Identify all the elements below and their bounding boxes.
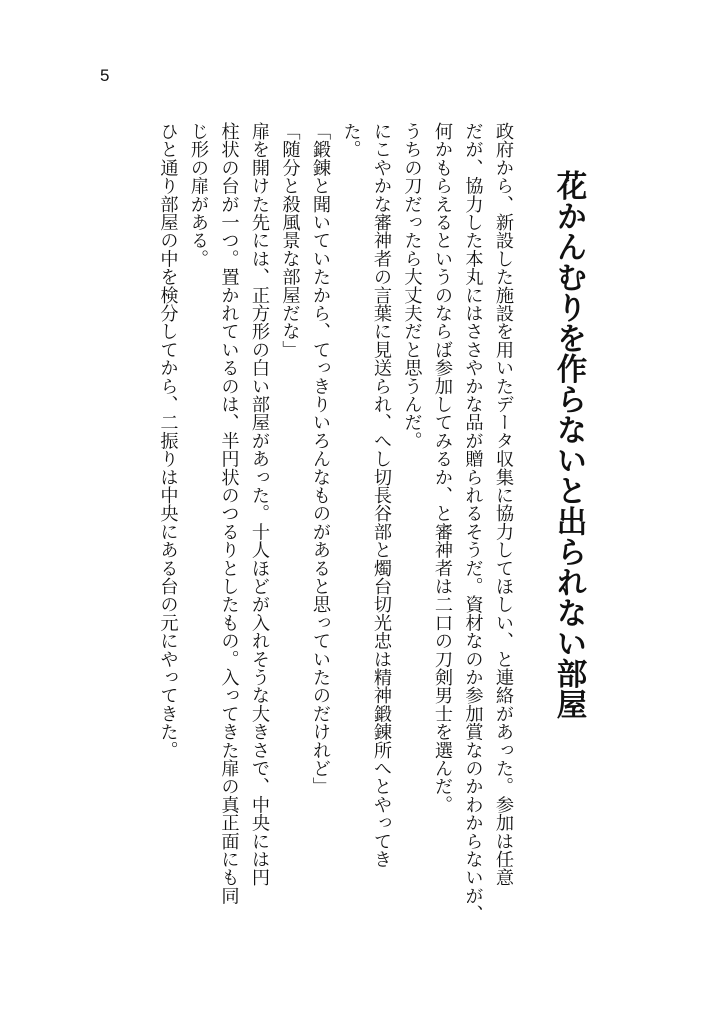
- text-line: 政府から、新設した施設を用いたデータ収集に協力してほしい、と連絡があった。参加は任意: [493, 122, 514, 887]
- text-line: うちの刀だったら大丈夫だと思うんだ。: [401, 122, 423, 450]
- chapter-title: 花かんむりを作らないと出られない部屋: [551, 170, 586, 719]
- text-line: 「随分と殺風景な部屋だな」: [279, 122, 301, 359]
- text-line: 「鍛錬と聞いていたから、てっきりいろんなものがあると思っていたのだけれど」: [310, 122, 331, 796]
- text-line: 柱状の台が一つ。置かれているのは、半円状のつるりとしたもの。入ってきた扉の真正面にも同: [218, 122, 240, 905]
- text-line: 何かもらえるというのならば参加してみるか、と審神者は二口の刀剣男士を選んだ。: [432, 122, 453, 814]
- text-line: 扉を開けた先には、正方形の白い部屋があった。十人ほどが入れそうな大きさで、中央には円: [249, 122, 270, 887]
- text-line: ひと通り部屋の中を検分してから、二振りは中央にある台の元にやってきた。: [157, 122, 179, 759]
- body-text: [118, 122, 518, 962]
- text-line: にこやかな審神者の言葉に見送られ、へし切長谷部と燭台切光忠は精神鍛錬所へとやってき: [371, 122, 392, 869]
- page-number: 5: [100, 66, 110, 85]
- text-line: だが、協力した本丸にはささやかな品が贈られるそうだ。資材なのか参加賞なのかわからないが、: [462, 122, 484, 923]
- text-line: じ形の扉がある。: [188, 122, 209, 268]
- text-line: た。: [340, 122, 362, 159]
